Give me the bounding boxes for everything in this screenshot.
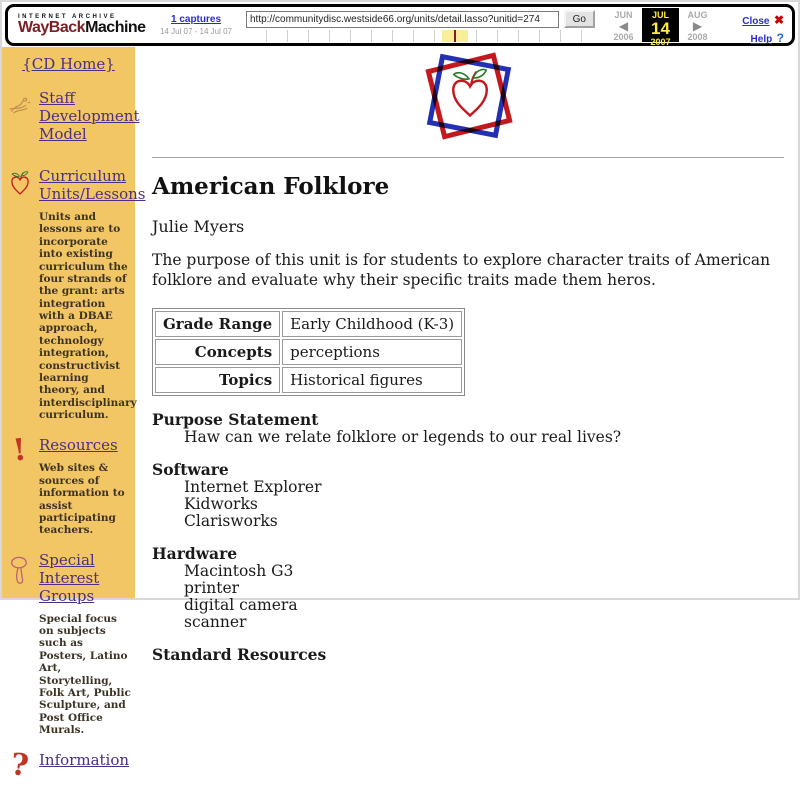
wayback-machine-logo [18, 20, 150, 36]
topics-label: Topics [155, 367, 280, 393]
question-icon: ? [9, 747, 31, 785]
list-item: Clarisworks [184, 512, 278, 531]
exclamation-icon: ! [11, 432, 29, 469]
captures-link[interactable]: 1 captures [170, 14, 222, 25]
resources-link[interactable]: Resources [39, 436, 118, 455]
page-title: American Folklore [152, 173, 390, 200]
section-heading: Standard Resources [152, 644, 327, 664]
sidebar [2, 47, 146, 785]
site-logo [152, 47, 788, 149]
url-row [246, 10, 595, 28]
sidebar-item-curriculum-units[interactable] [2, 167, 146, 203]
internet-archive-label: INTERNET ARCHIVE [18, 14, 117, 20]
sidebar-item-staff-development[interactable] [2, 89, 140, 143]
section-purpose-statement [152, 410, 788, 446]
information-link[interactable]: Information [39, 751, 130, 770]
sidebar-item-resources[interactable] [2, 432, 135, 469]
main-content [135, 2, 798, 664]
help-question-icon[interactable]: ? [776, 31, 784, 45]
list-item: scanner [184, 613, 247, 632]
list-item: digital camera [184, 596, 298, 615]
concepts-label: Concepts [155, 339, 280, 365]
wayback-logo-part1: WayBack [18, 19, 86, 36]
list-item: Macintosh G3 [184, 562, 294, 581]
list-item: Internet Explorer [184, 478, 322, 497]
archived-url-input[interactable] [246, 11, 559, 28]
topics-value: Historical figures [282, 367, 462, 393]
help-link[interactable]: Help [750, 34, 773, 45]
list-item: Kidworks [184, 495, 258, 514]
grade-range-value: Early Childhood (K-3) [282, 311, 462, 337]
prev-month-column [605, 8, 642, 42]
apple-logo-icon [443, 68, 497, 122]
figure-sketch-icon [5, 91, 35, 127]
sidebar-item-cd-home[interactable] [2, 55, 135, 73]
magnifier-icon [5, 553, 35, 589]
current-year-label: 2007 [650, 37, 671, 47]
cd-home-link[interactable]: {CD Home} [22, 55, 115, 73]
section-hardware [152, 544, 788, 631]
grade-range-label: Grade Range [155, 311, 280, 337]
prev-capture-arrow-icon[interactable]: ◀ [618, 19, 629, 33]
section-standard-resources [152, 645, 788, 664]
current-day-label: 14 [651, 19, 670, 38]
wayback-banner [5, 4, 795, 46]
section-heading: Hardware [152, 543, 238, 563]
sidebar-item-information[interactable] [2, 747, 135, 785]
next-capture-arrow-icon[interactable]: ▶ [692, 19, 703, 33]
sidebar-item-special-interest[interactable] [2, 551, 135, 605]
section-heading: Purpose Statement [152, 409, 319, 429]
current-month-label: JUL [651, 10, 669, 20]
staff-development-link[interactable]: Staff Development Model [39, 89, 140, 143]
list-item: Haw can we relate folklore or legends to our real lives? [184, 428, 622, 447]
unit-purpose-paragraph: The purpose of this unit is for students to explore character traits of American folklore and evaluate why their specific traits made them heros. [152, 251, 771, 289]
author-name: Julie Myers [152, 217, 245, 236]
table-row [155, 311, 462, 337]
apple-icon [5, 169, 35, 205]
wayback-logo-part2: Machine [85, 19, 146, 36]
section-software [152, 460, 788, 530]
list-item: printer [184, 579, 240, 598]
next-year-label: 2008 [687, 32, 708, 42]
curriculum-units-link[interactable]: Curriculum Units/Lessons [39, 167, 146, 203]
unit-meta-table [152, 308, 465, 396]
special-interest-description: Special focus on subjects such as Posters, Latino Art, Storytelling, Folk Art, Public Sculpture, and Post Office Murals. [39, 612, 131, 736]
month-navigation [605, 8, 716, 47]
close-banner[interactable] [742, 11, 784, 29]
curriculum-units-description: Units and lessons are to incorporate into existing curriculum the four strands of the grant: arts integration with a DBAE approach, technology integration, constructivist learning theory, and interdisciplinary curriculum. [39, 211, 137, 421]
next-month-label: AUG [687, 10, 708, 20]
capture-timeline [246, 30, 595, 42]
special-interest-link[interactable]: Special Interest Groups [39, 550, 100, 605]
wayback-logo[interactable] [12, 8, 150, 42]
banner-right [716, 8, 788, 45]
prev-month-label: JUN [614, 10, 633, 20]
concepts-value: perceptions [282, 339, 462, 365]
captures-date-range: 14 Jul 07 - 14 Jul 07 [159, 27, 233, 36]
close-x-icon[interactable]: ✖ [773, 13, 784, 27]
next-month-column [679, 8, 716, 42]
go-button[interactable]: Go [564, 10, 595, 28]
resources-description: Web sites & sources of information to assist participating teachers. [39, 462, 125, 537]
close-link[interactable]: Close [742, 16, 770, 27]
section-heading: Software [152, 459, 229, 479]
banner-center [242, 8, 599, 42]
help-block[interactable] [751, 29, 784, 47]
timeline-capture-marker[interactable] [442, 30, 468, 42]
prev-year-label: 2006 [613, 32, 634, 42]
table-row [155, 339, 462, 365]
table-row [155, 367, 462, 393]
captures-block [150, 8, 242, 42]
current-capture-column [642, 8, 679, 47]
logo-squares-icon [395, 50, 545, 146]
content-divider [152, 157, 784, 158]
